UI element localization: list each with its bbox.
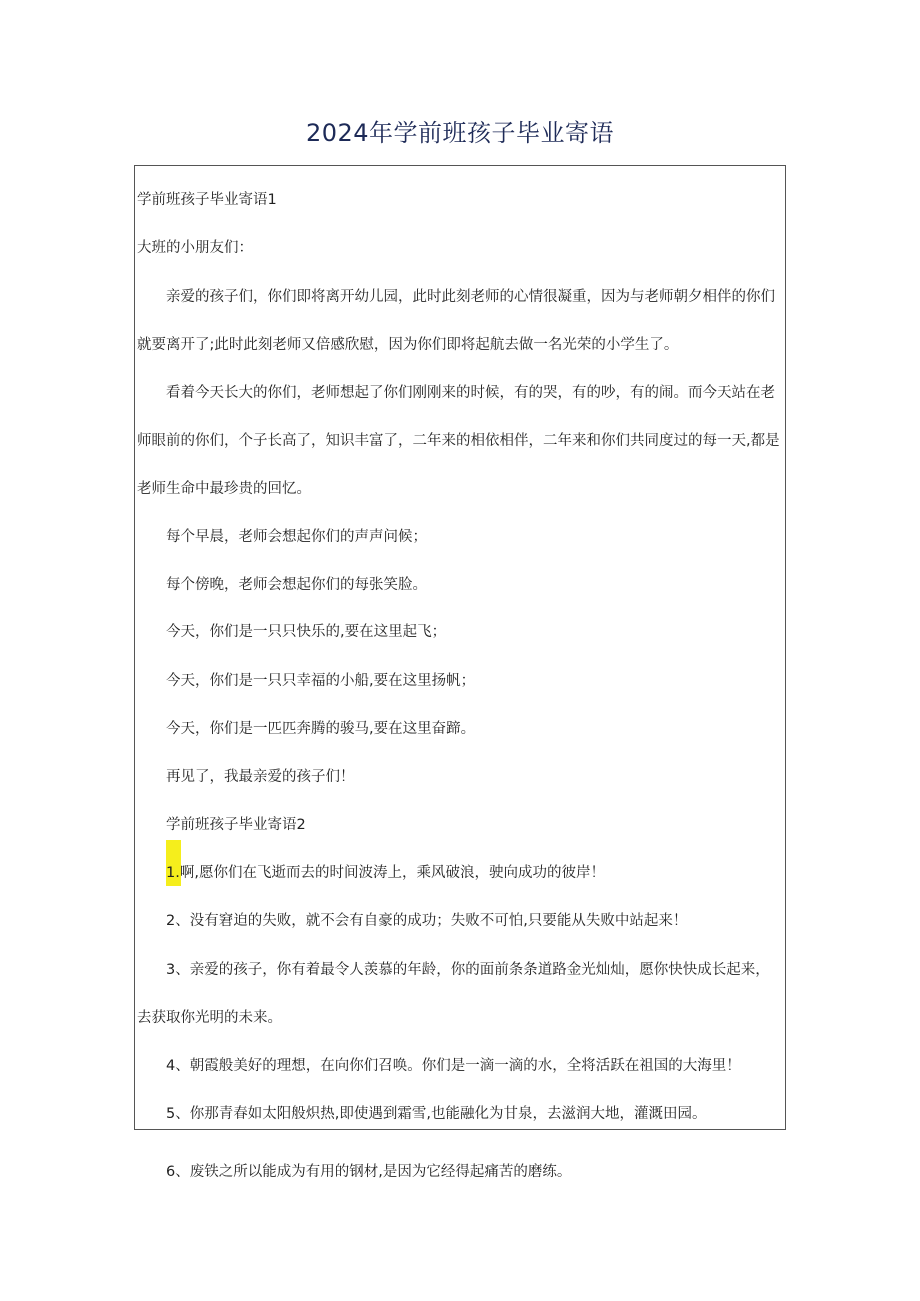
- list-item: 4、朝霞般美好的理想，在向你们召唤。你们是一滴一滴的水，全将活跃在祖国的大海里！: [166, 1058, 741, 1074]
- paragraph-line: 今天，你们是一只只幸福的小船,要在这里扬帆；: [166, 673, 476, 689]
- list-item: 1.啊,愿你们在飞逝而去的时间波涛上，乘风破浪，驶向成功的彼岸！: [166, 865, 605, 881]
- paragraph-line: 每个早晨，老师会想起你们的声声问候；: [166, 529, 427, 545]
- list-item: 5、你那青春如太阳般炽热,即使遇到霜雪,也能融化为甘泉，去滋润大地，灌溉田园。: [166, 1106, 707, 1122]
- paragraph-line: 师眼前的你们，个子长高了，知识丰富了，二年来的相依相伴，二年来和你们共同度过的每一天,都是: [137, 433, 780, 449]
- paragraph-line: 今天，你们是一只只快乐的,要在这里起飞；: [166, 624, 447, 640]
- section-heading-1: 学前班孩子毕业寄语1: [137, 192, 277, 208]
- paragraph-line: 就要离开了;此时此刻老师又倍感欣慰，因为你们即将起航去做一名光荣的小学生了。: [137, 337, 679, 353]
- paragraph-line: 再见了，我最亲爱的孩子们！: [166, 769, 355, 785]
- list-item-continuation: 去获取你光明的未来。: [137, 1010, 282, 1026]
- content-frame: [134, 165, 786, 1130]
- paragraph-line: 每个傍晚，老师会想起你们的每张笑脸。: [166, 577, 427, 593]
- paragraph-line: 老师生命中最珍贵的回忆。: [137, 481, 311, 497]
- salutation: 大班的小朋友们：: [137, 240, 253, 256]
- paragraph-line: 看着今天长大的你们，老师想起了你们刚刚来的时候，有的哭，有的吵，有的闹。而今天站在老: [166, 385, 775, 401]
- list-item: 2、没有窘迫的失败，就不会有自豪的成功；失败不可怕,只要能从失败中站起来！: [166, 913, 688, 929]
- list-item: 3、亲爱的孩子，你有着最令人羡慕的年龄，你的面前条条道路金光灿灿，愿你快快成长起来，: [166, 962, 770, 978]
- paragraph-line: 今天，你们是一匹匹奔腾的骏马,要在这里奋蹄。: [166, 721, 476, 737]
- paragraph-line: 亲爱的孩子们，你们即将离开幼儿园，此时此刻老师的心情很凝重，因为与老师朝夕相伴的你们: [166, 289, 775, 305]
- list-item: 6、废铁之所以能成为有用的钢材,是因为它经得起痛苦的磨练。: [166, 1164, 572, 1180]
- document-title: 2024年学前班孩子毕业寄语: [305, 119, 615, 147]
- section-heading-2: 学前班孩子毕业寄语2: [166, 817, 306, 833]
